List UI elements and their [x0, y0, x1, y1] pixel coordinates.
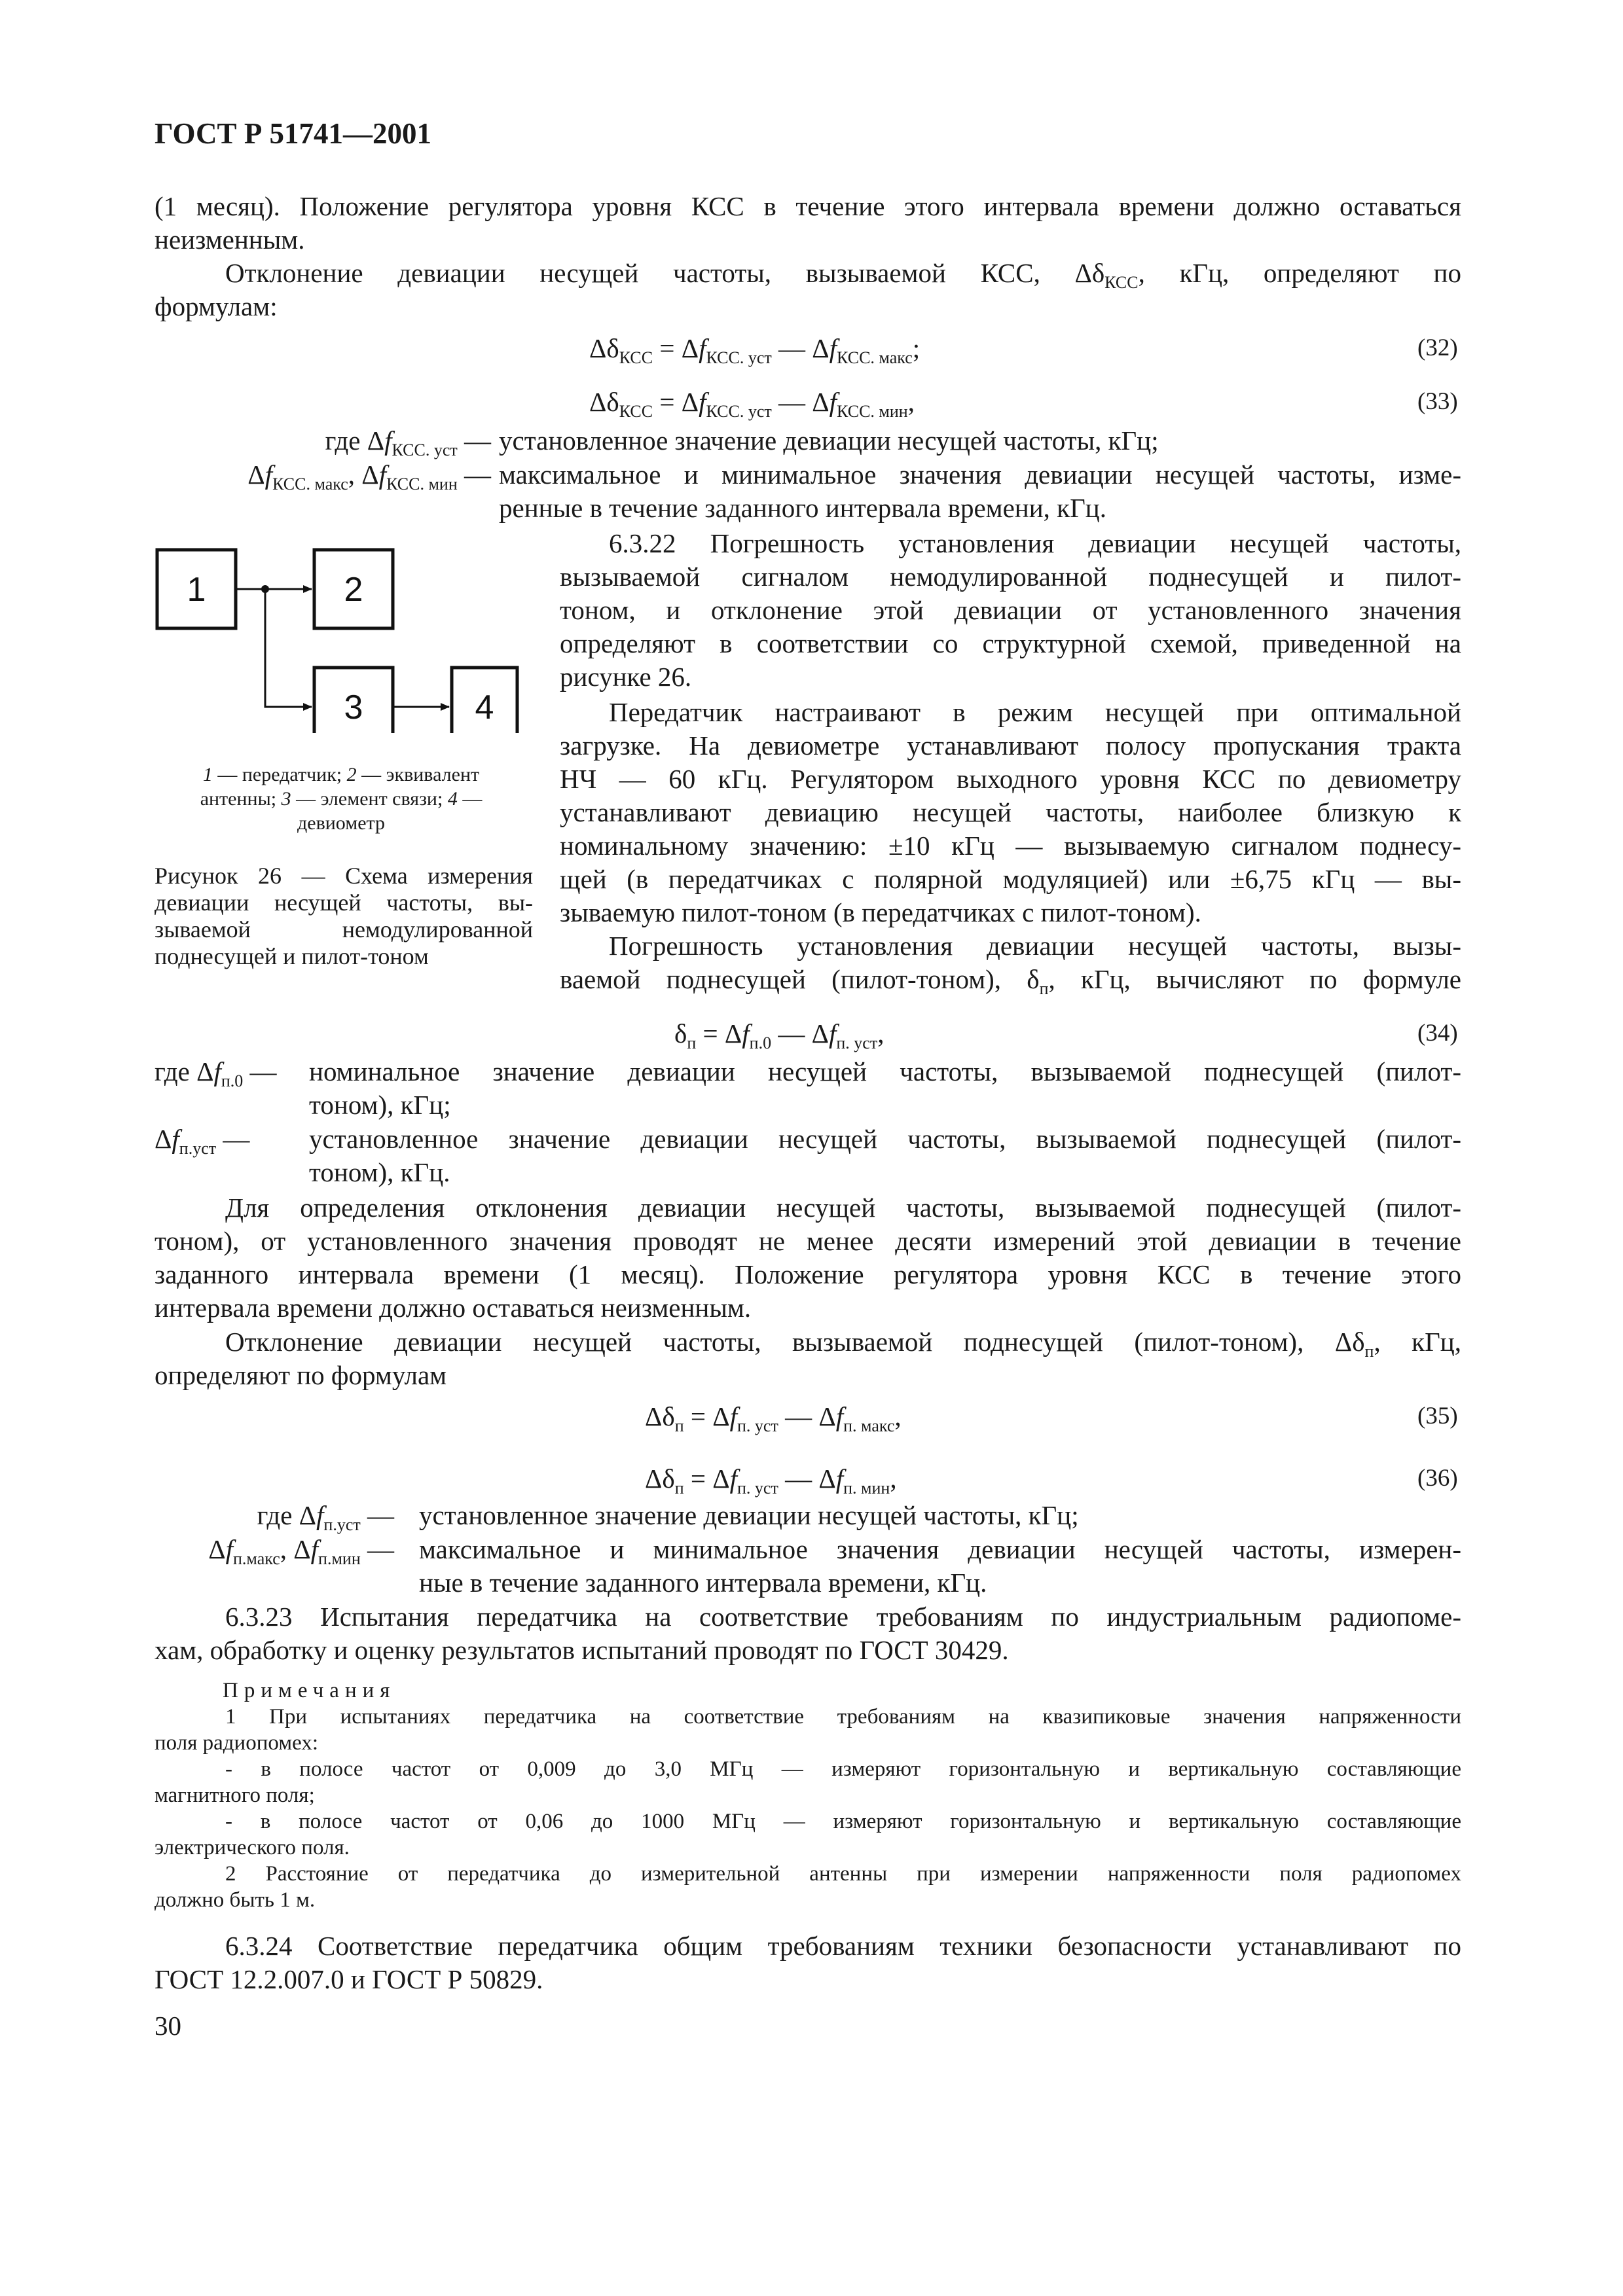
note-1b: - в полосе частот от 0,06 до 1000 МГц — измеряют горизонтальную и вертикальную составляющие	[225, 1810, 1461, 1833]
paragraph-6-3-22: 6.3.22 Погрешность установления девиации несущей частоты, вызываемой сигналом немодулированной поднесущей и пилот- тоном, и отклонение этой девиации от установленного значения определяют в соответствии со структурной схемой, приведенной на рисунке 26.	[560, 528, 1461, 692]
paragraph-tuning: Передатчик настраивают в режим несущей при оптимальной загрузке. На девиометре устанавливают полосу пропускания тракта НЧ — 60 кГц. Регулятором выходного уровня КСС по девиометру устанавливают девиацию несущей частоты, наиболее близкую к номинальному значению: ±10 кГц — вызываемую сигналом поднесу- щей (в передатчиках с полярной модуляцией) или ±6,75 кГц — вы- зываемую пилот-тоном (в передатчиках с пилот-тоном).	[560, 697, 1461, 927]
where-label: где $\Delta f_{п.уст}$ —	[257, 1500, 394, 1534]
text-line: Отклонение девиации несущей частоты, вызываемой КСС, $\Delta\delta_{КСС}$, кГц, определяют по	[225, 258, 1461, 292]
block-3-label: 3	[344, 689, 363, 726]
where-text: номинальное значение девиации несущей частоты, вызываемой поднесущей (пилот- тоном), кГц;	[309, 1056, 1461, 1120]
arrow-1-3	[265, 589, 312, 707]
where-label: $\Delta f_{п.макс}$, $\Delta f_{п.мин}$ —	[208, 1534, 394, 1568]
equation-36: $\Delta\delta_п = \Delta f_{п. уст}$ — $\Delta f_{п. мин}$,	[645, 1463, 897, 1498]
paragraph-deviation-p: Отклонение девиации несущей частоты, вызываемой поднесущей (пилот-тоном), $\Delta\delta_п$, кГц, определяют по формулам	[155, 1327, 1461, 1390]
document-header: ГОСТ Р 51741—2001	[155, 117, 432, 150]
block-diagram	[151, 537, 524, 733]
equation-number: (36)	[1417, 1465, 1458, 1492]
page-number: 30	[155, 2011, 181, 2041]
where-label: где $\Delta f_{п.0}$ —	[155, 1056, 277, 1090]
figure-caption: Рисунок 26 — Схема измерения девиации несущей частоты, вы- зываемой немодулированной поднесущей и пилот-тоном	[155, 863, 533, 969]
paragraph-continuation	[155, 190, 1461, 257]
equation-34: $\delta_п = \Delta f_{п.0}$ — $\Delta f_{п. уст}$,	[674, 1018, 884, 1052]
where-text: установленное значение девиации несущей частоты, кГц;	[419, 1500, 1079, 1530]
block-2-label: 2	[344, 571, 363, 609]
where-text: максимальное и минимальное значения девиации несущей частоты, измерен- ные в течение заданного интервала времени, кГц.	[419, 1534, 1461, 1598]
paragraph-error: Погрешность установления девиации несущей частоты, вызы- ваемой поднесущей (пилот-тоном), $\delta_п$, кГц, вычисляют по формуле	[560, 931, 1461, 998]
block-1-label: 1	[187, 571, 206, 609]
equation-33: $\Delta\delta_{КСС} = \Delta f_{КСС. уст}$ — $\Delta f_{КСС. мин}$,	[589, 387, 915, 421]
where-label: где $\Delta f_{КСС. уст}$ —	[325, 425, 491, 459]
note-1a: - в полосе частот от 0,009 до 3,0 МГц — измеряют горизонтальную и вертикальную составляющие	[225, 1757, 1461, 1781]
paragraph-deviation-kss	[155, 257, 1461, 323]
figure-legend: 1 — передатчик; 2 — эквивалент антенны; 3 — элемент связи; 4 — девиометр	[200, 764, 483, 834]
paragraph-6-3-23: 6.3.23 Испытания передатчика на соответствие требованиям по индустриальным радиопоме- хам, обработку и оценку результатов испытаний проводят по ГОСТ 30429.	[155, 1602, 1461, 1665]
where-label: $\Delta f_{п.уст}$ —	[155, 1124, 250, 1158]
notes-body: 1 При испытаниях передатчика на соответствие требованиям на квазипиковые значения напряженности поля радиопомех: - в полосе частот от 0,009 до 3,0 МГц — измеряют горизонтальную и вертикальную составляющие магнитного поля; - в полосе частот от 0,06 до 1000 МГц — измеряют горизонтальную и вертикальную составляющие электрического поля. 2 Расстояние от передатчика до измерительной антенны при измерении напряженности поля радиопомех должно быть 1 м.	[155, 1705, 1461, 1912]
note-2: 2 Расстояние от передатчика до измерительной антенны при измерении напряженности поля радиопомех	[225, 1862, 1461, 1886]
notes-title: Примечания	[223, 1679, 396, 1702]
equation-number: (32)	[1417, 334, 1458, 361]
where-label: $\Delta f_{КСС. макс}$, $\Delta f_{КСС. мин}$ —	[247, 459, 491, 493]
equation-number: (33)	[1417, 388, 1458, 415]
paragraph-6-3-24: 6.3.24 Соответствие передатчика общим требованиям техники безопасности устанавливают по ГОСТ 12.2.007.0 и ГОСТ Р 50829.	[155, 1931, 1461, 1994]
note-1: 1 При испытаниях передатчика на соответствие требованиям на квазипиковые значения напряженности	[225, 1705, 1461, 1729]
where-text: максимальное и минимальное значения девиации несущей частоты, изме- ренные в течение заданного интервала времени, кГц.	[499, 459, 1461, 523]
where-text: установленное значение девиации несущей частоты, вызываемой поднесущей (пилот- тоном), кГц.	[309, 1124, 1461, 1187]
text-line: (1 месяц). Положение регулятора уровня КСС в течение этого интервала времени должно оставаться	[155, 191, 1461, 221]
equation-number: (34)	[1417, 1020, 1458, 1047]
text-line: неизменным.	[155, 224, 305, 255]
paragraph-determination: Для определения отклонения девиации несущей частоты, вызываемой поднесущей (пилот- тоном), от установленного значения проводят не менее десяти измерений этой девиации в течение заданного интервала времени (1 месяц). Положение регулятора уровня КСС в течение этого интервала времени должно оставаться неизменным.	[155, 1193, 1461, 1323]
block-4-label: 4	[475, 689, 494, 726]
equation-32: $\Delta\delta_{КСС} = \Delta f_{КСС. уст}$ — $\Delta f_{КСС. макс}$;	[589, 333, 921, 367]
text-line: формулам:	[155, 291, 278, 321]
equation-number: (35)	[1417, 1403, 1458, 1429]
equation-35: $\Delta\delta_п = \Delta f_{п. уст}$ — $\Delta f_{п. макс}$,	[645, 1401, 902, 1435]
where-text: установленное значение девиации несущей частоты, кГц;	[499, 425, 1159, 456]
